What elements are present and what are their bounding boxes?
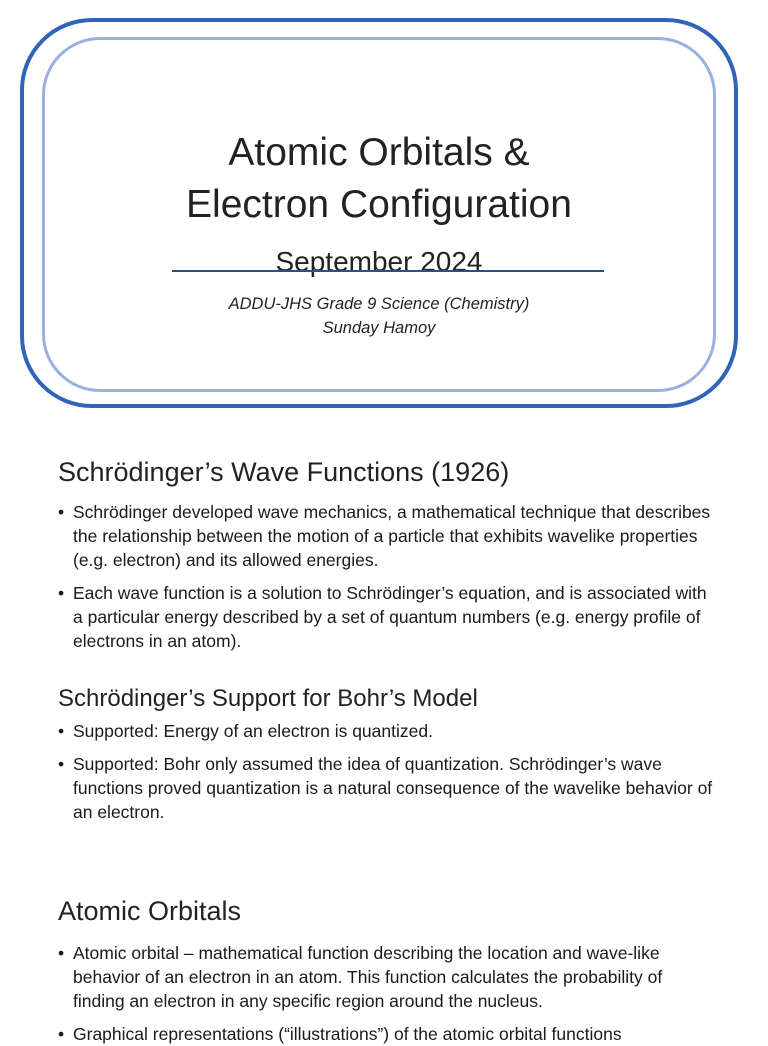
section-bohr-support xyxy=(58,683,718,824)
author-name: Sunday Hamoy xyxy=(322,319,436,337)
bullet-item: • Supported: Bohr only assumed the idea of quantization. Schrödinger’s wave functions proved quantization is a natural consequence of the wavelike behavior of an electron. xyxy=(58,752,718,824)
course-name: ADDU-JHS Grade 9 Science (Chemistry) xyxy=(228,295,530,313)
section-wave-functions xyxy=(58,454,718,653)
bullet-list xyxy=(58,500,718,653)
section-atomic-orbitals xyxy=(58,893,718,1046)
bullet-item: • Schrödinger developed wave mechanics, a mathematical technique that describes the relationship between the motion of a particle that exhibits wavelike properties (e.g. electron) and its allowed energies. xyxy=(58,500,718,572)
title-slide xyxy=(20,18,738,408)
slide-title-line-1: Atomic Orbitals & xyxy=(228,131,530,174)
section-heading: Atomic Orbitals xyxy=(58,896,242,926)
title-divider xyxy=(172,270,604,272)
section-heading: Schrödinger’s Support for Bohr’s Model xyxy=(58,685,478,712)
slide-title xyxy=(24,127,734,231)
slide-title-line-2: Electron Configuration xyxy=(186,183,572,226)
bullet-list xyxy=(58,719,718,824)
bullet-item: • Each wave function is a solution to Schrödinger’s equation, and is associated with a particular energy described by a set of quantum numbers (e.g. energy profile of electrons in an atom). xyxy=(58,581,718,653)
section-heading: Schrödinger’s Wave Functions (1926) xyxy=(58,457,510,487)
bullet-item: • Graphical representations (“illustrations”) of the atomic orbital functions xyxy=(58,1022,718,1046)
slide-byline xyxy=(24,292,734,340)
slide-date: September 2024 xyxy=(275,246,483,277)
bullet-list xyxy=(58,941,718,1046)
bullet-item: • Supported: Energy of an electron is quantized. xyxy=(58,719,718,743)
bullet-item: • Atomic orbital – mathematical function describing the location and wave-like behavior of an electron in an atom. This function calculates the probability of finding an electron in any specific region around the nucleus. xyxy=(58,941,718,1013)
